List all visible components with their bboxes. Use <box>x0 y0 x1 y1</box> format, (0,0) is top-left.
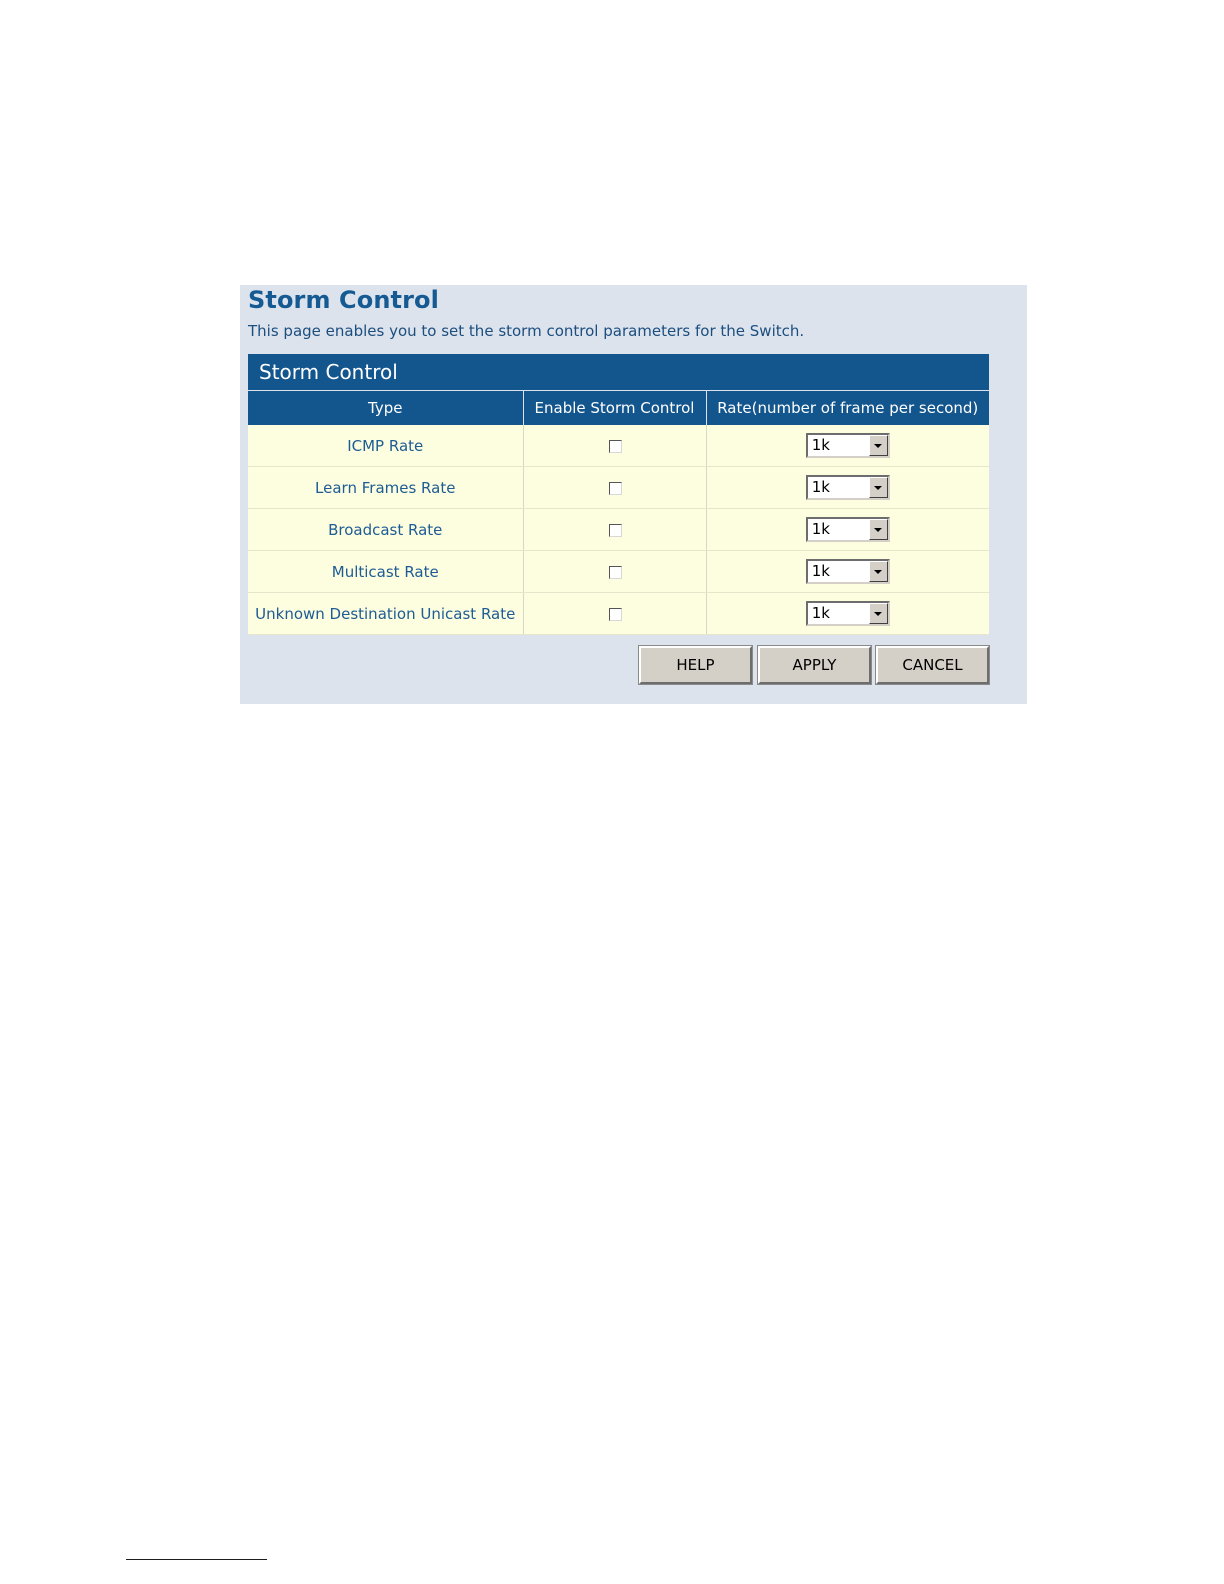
learn-frames-rate-select[interactable] <box>806 475 890 500</box>
dropdown-arrow-icon[interactable] <box>869 561 888 582</box>
section-header: Storm Control <box>248 354 989 391</box>
enable-cell <box>523 509 706 551</box>
column-header-rate: Rate(number of frame per second) <box>706 391 989 425</box>
rate-cell <box>706 593 989 635</box>
table-row <box>248 425 989 467</box>
page-title: Storm Control <box>248 286 439 314</box>
column-header-enable: Enable Storm Control <box>523 391 706 425</box>
enable-learn-frames-checkbox[interactable] <box>609 482 622 495</box>
rate-cell <box>706 467 989 509</box>
page-description: This page enables you to set the storm control parameters for the Switch. <box>248 322 805 340</box>
rate-cell <box>706 509 989 551</box>
row-type-label: Broadcast Rate <box>248 509 523 551</box>
column-header-type: Type <box>248 391 523 425</box>
select-value: 1k <box>811 478 830 496</box>
table-row <box>248 467 989 509</box>
dropdown-arrow-icon[interactable] <box>869 519 888 540</box>
footnote-divider <box>126 1559 267 1560</box>
select-value: 1k <box>811 604 830 622</box>
enable-multicast-checkbox[interactable] <box>609 566 622 579</box>
table-header-row <box>248 391 989 425</box>
row-type-label: Unknown Destination Unicast Rate <box>248 593 523 635</box>
icmp-rate-select[interactable] <box>806 433 890 458</box>
row-type-label: ICMP Rate <box>248 425 523 467</box>
help-button[interactable]: HELP <box>639 646 752 684</box>
multicast-rate-select[interactable] <box>806 559 890 584</box>
select-value: 1k <box>811 436 830 454</box>
storm-control-section <box>248 354 989 635</box>
storm-control-table <box>248 391 989 635</box>
broadcast-rate-select[interactable] <box>806 517 890 542</box>
enable-cell <box>523 467 706 509</box>
unknown-unicast-rate-select[interactable] <box>806 601 890 626</box>
enable-broadcast-checkbox[interactable] <box>609 524 622 537</box>
table-row <box>248 551 989 593</box>
table-row <box>248 593 989 635</box>
table-row <box>248 509 989 551</box>
dropdown-arrow-icon[interactable] <box>869 435 888 456</box>
row-type-label: Multicast Rate <box>248 551 523 593</box>
select-value: 1k <box>811 562 830 580</box>
enable-cell <box>523 551 706 593</box>
row-type-label: Learn Frames Rate <box>248 467 523 509</box>
storm-control-panel <box>240 285 1027 704</box>
apply-button[interactable]: APPLY <box>758 646 871 684</box>
rate-cell <box>706 551 989 593</box>
enable-icmp-checkbox[interactable] <box>609 440 622 453</box>
enable-unknown-unicast-checkbox[interactable] <box>609 608 622 621</box>
rate-cell <box>706 425 989 467</box>
dropdown-arrow-icon[interactable] <box>869 603 888 624</box>
cancel-button[interactable]: CANCEL <box>876 646 989 684</box>
dropdown-arrow-icon[interactable] <box>869 477 888 498</box>
enable-cell <box>523 593 706 635</box>
enable-cell <box>523 425 706 467</box>
select-value: 1k <box>811 520 830 538</box>
